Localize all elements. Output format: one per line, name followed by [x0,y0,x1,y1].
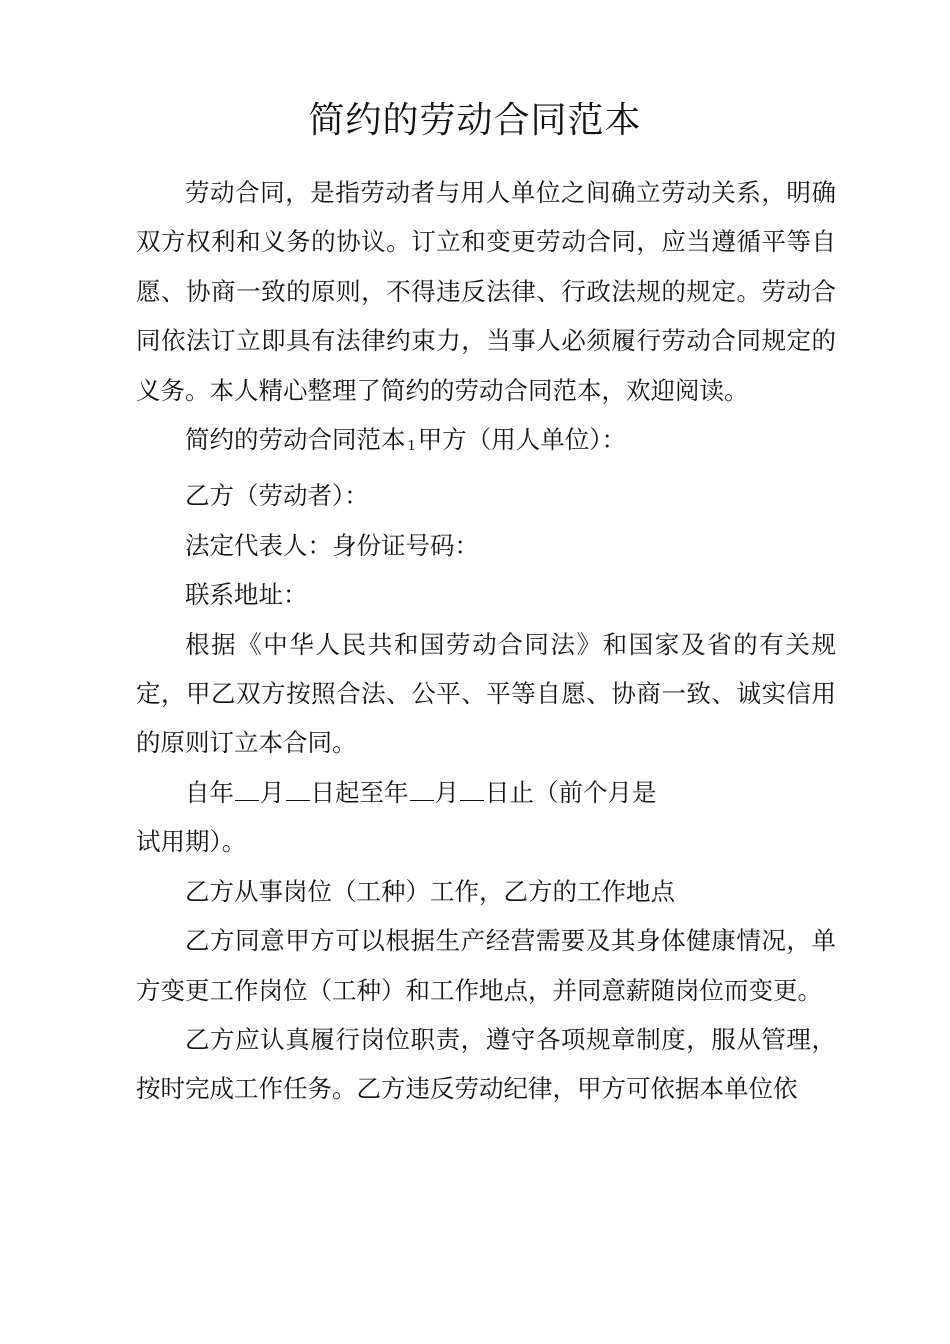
party-a-label: 甲方（用人单位）： [417,425,627,455]
document-body [136,168,836,1114]
term-part-4: 月 [434,777,459,807]
term-line [136,768,836,817]
party-b-label: 乙方（劳动者）： [185,481,369,511]
blank-line [235,780,259,801]
term-part-3: 日起至年 [310,777,409,807]
legal-rep-label: 法定代表人：身份证号码： [185,530,479,560]
change-clause-paragraph: 乙方同意甲方可以根据生产经营需要及其身体健康情况，单方变更工作岗位（工种）和工作地点，并同意薪随岗位而变更。 [136,926,836,1005]
blank-line [286,780,310,801]
term-part-2: 月 [260,777,285,807]
sample-number: 1 [407,439,416,455]
term-part-5: 日止（前个月是 [485,777,657,807]
term-tail: 试用期）。 [136,827,247,857]
duty-clause-paragraph: 乙方应认真履行岗位职责，遵守各项规章制度，服从管理，按时完成工作任务。乙方违反劳动纪律，甲方可依据本单位依 [136,1024,836,1104]
sample-heading [136,415,836,471]
intro-paragraph: 劳动合同，是指劳动者与用人单位之间确立劳动关系，明确双方权利和义务的协议。订立和变更劳动合同，应当遵循平等自愿、协商一致的原则，不得违反法律、行政法规的规定。劳动合同依法订立即具有法律约束力，当事人必须履行劳动合同规定的义务。本人精心整理了简约的劳动合同范本，欢迎阅读。 [136,178,836,405]
position-paragraph: 乙方从事岗位（工种）工作，乙方的工作地点 [185,876,675,906]
basis-paragraph: 根据《中华人民共和国劳动合同法》和国家及省的有关规定，甲乙双方按照合法、公平、平等自愿、协商一致、诚实信用的原则订立本合同。 [136,629,836,758]
blank-line [410,780,434,801]
address-label: 联系地址： [185,580,308,610]
sample-heading-text: 简约的劳动合同范本 [185,425,406,455]
blank-line [460,780,484,801]
term-part-1: 自年 [185,777,234,807]
document-title: 简约的劳动合同范本 [308,100,642,141]
